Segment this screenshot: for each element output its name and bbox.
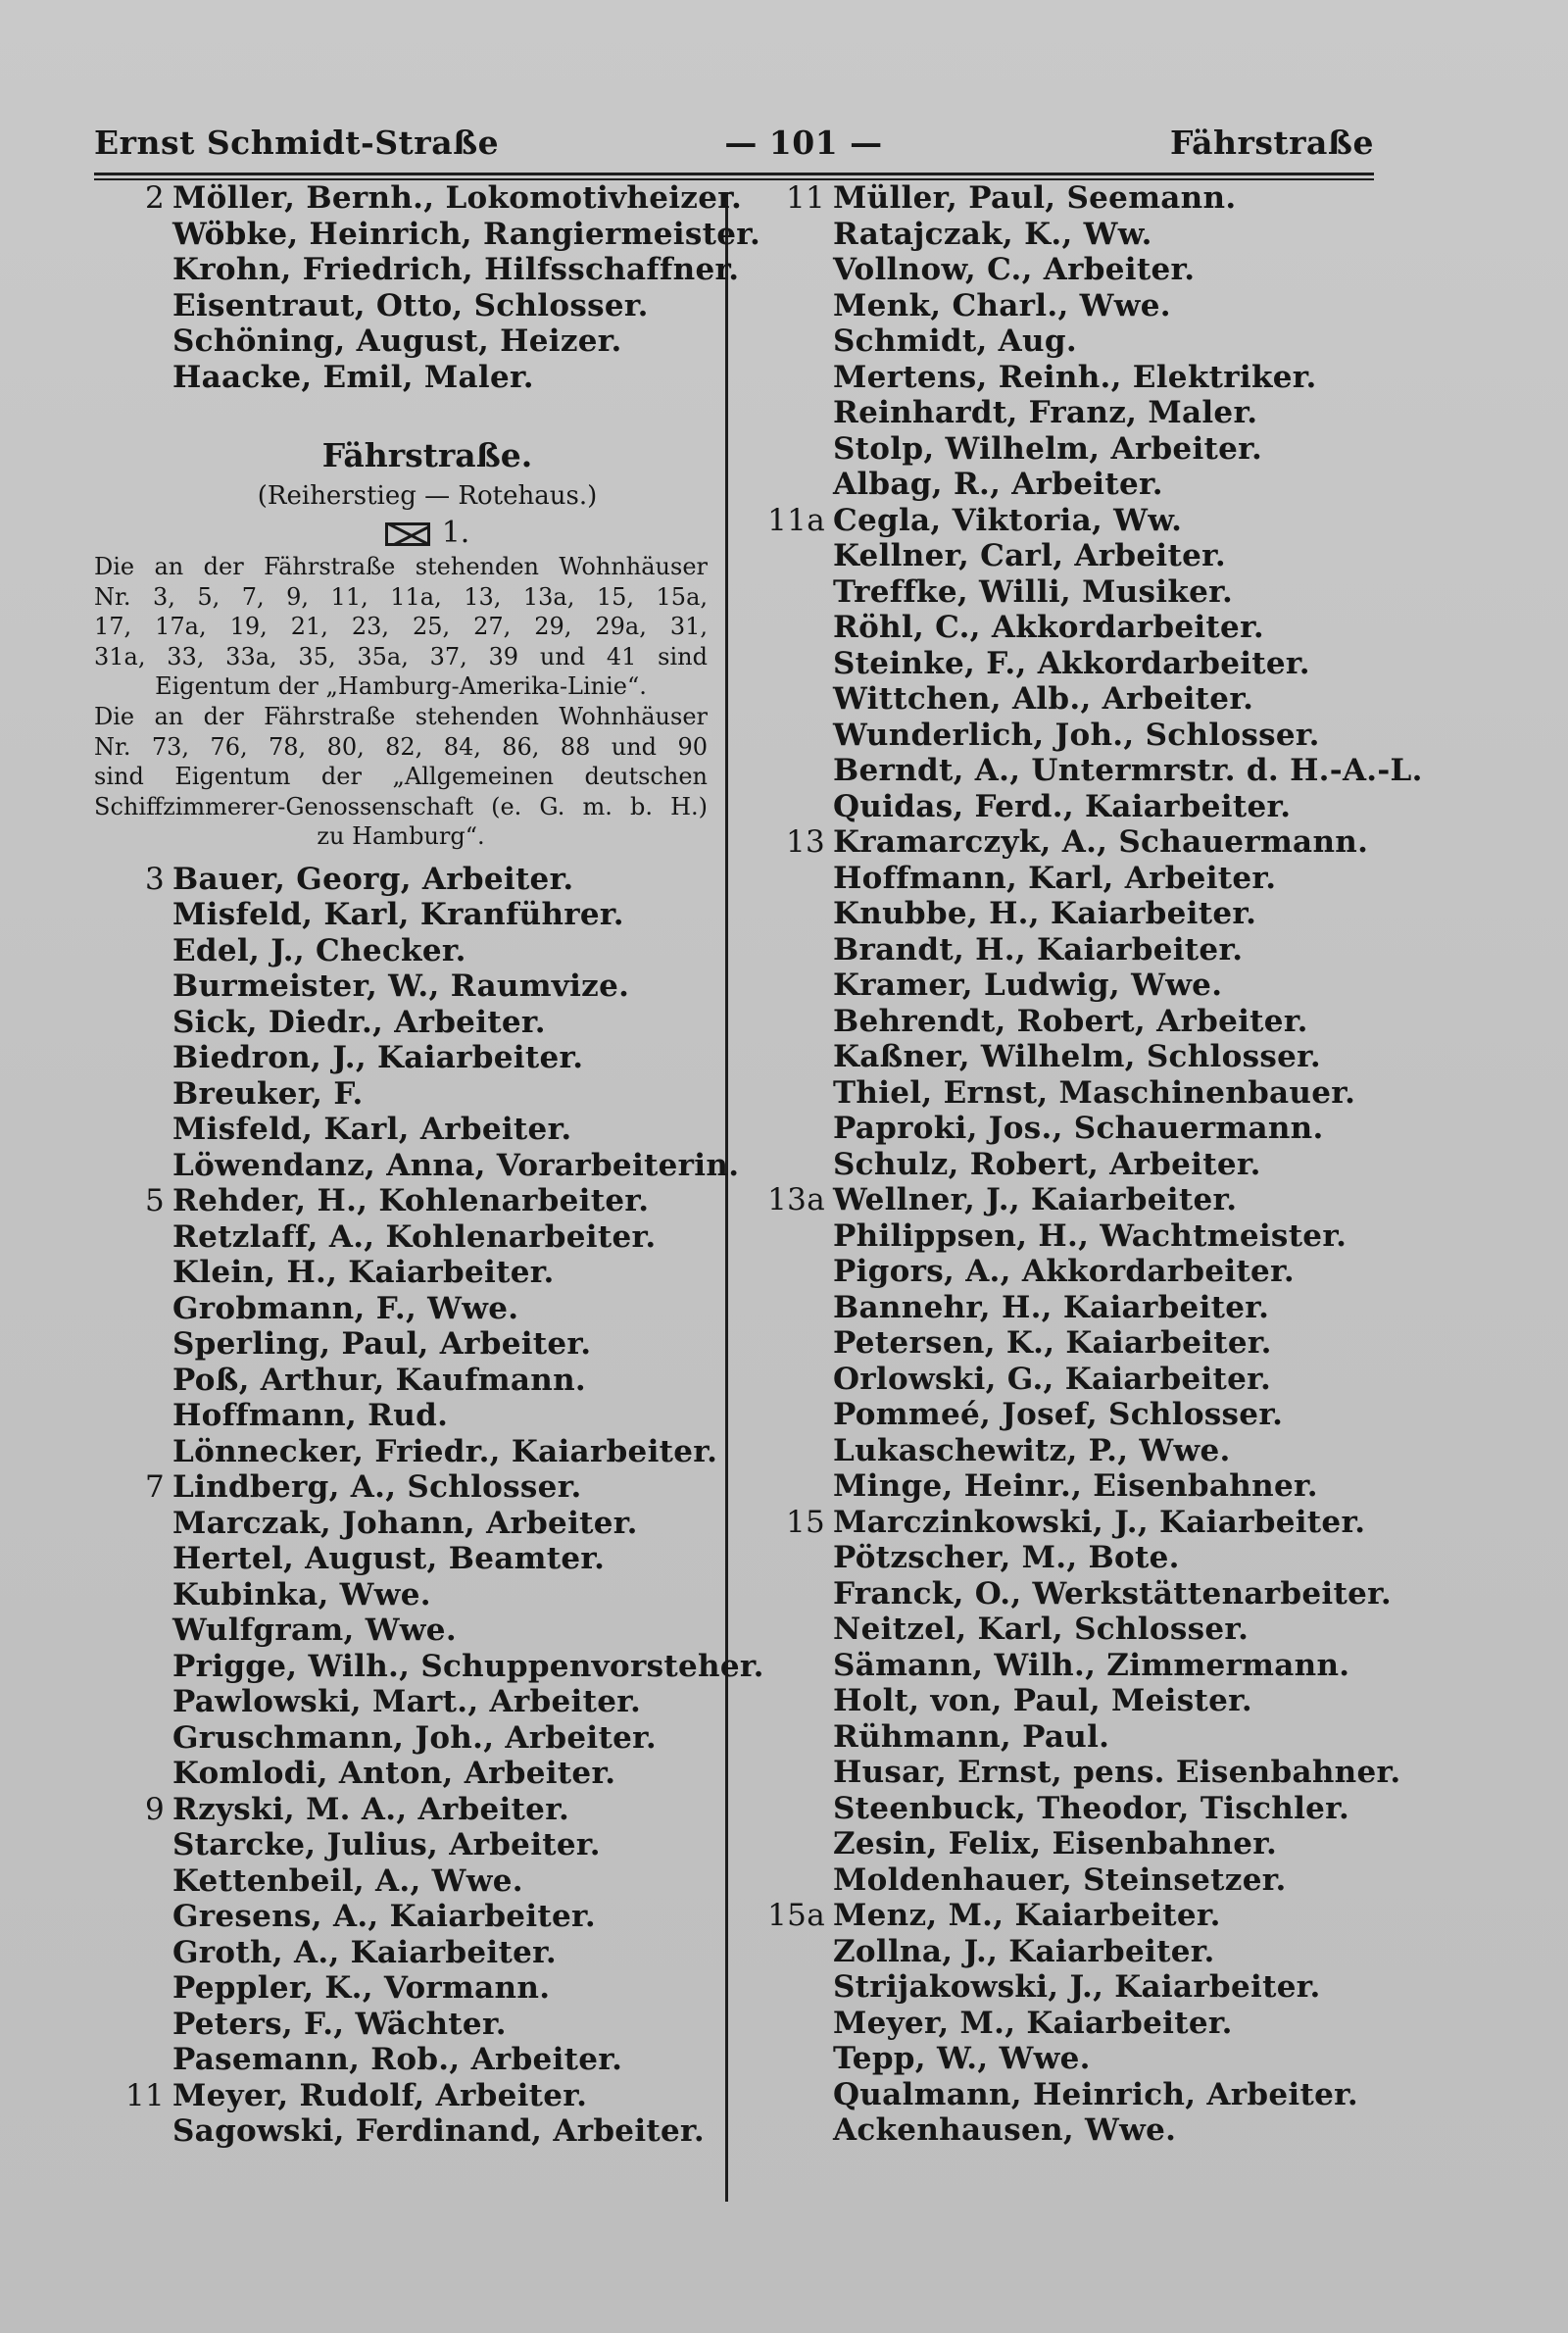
resident-name: Sämann, Wilh., Zimmermann.	[833, 1647, 1350, 1683]
list-item	[755, 217, 1382, 253]
list-item	[755, 1648, 1382, 1684]
list-item	[94, 933, 702, 969]
resident-name: Rzyski, M. A., Arbeiter.	[172, 1791, 570, 1827]
resident-name: Cegla, Viktoria, Ww.	[833, 502, 1183, 538]
resident-name: Lukaschewitz, P., Wwe.	[833, 1432, 1231, 1468]
list-item	[94, 1005, 702, 1041]
resident-name: Eisentraut, Otto, Schlosser.	[172, 287, 649, 323]
resident-name: Rehder, H., Kohlenarbeiter.	[172, 1183, 650, 1219]
house-number: 13a	[767, 1182, 825, 1217]
house-number: 11a	[767, 502, 825, 538]
resident-name: Wöbke, Heinrich, Rangiermeister.	[172, 216, 761, 252]
resident-name: Albag, R., Arbeiter.	[833, 467, 1163, 502]
resident-name: Hoffmann, Karl, Arbeiter.	[833, 860, 1277, 896]
page-number: — 101 —	[724, 124, 883, 162]
note-line: Nr. 3, 5, 7, 9, 11, 11a, 13, 13a, 15, 15a,	[94, 582, 708, 611]
list-item	[755, 2112, 1382, 2149]
resident-name: Schöning, August, Heizer.	[172, 323, 622, 359]
list-item	[755, 896, 1382, 932]
resident-name: Kaßner, Wilhelm, Schlosser.	[833, 1039, 1322, 1074]
list-item	[755, 1505, 1382, 1541]
resident-name: Bauer, Georg, Arbeiter.	[172, 861, 574, 897]
list-item	[755, 395, 1382, 431]
resident-name: Pommeé, Josef, Schlosser.	[833, 1397, 1284, 1432]
resident-name: Menk, Charl., Wwe.	[833, 287, 1171, 323]
resident-name: Steenbuck, Theodor, Tischler.	[833, 1790, 1350, 1826]
note-line: Schiffzimmerer-Genossenschaft (e. G. m. b. H.)	[94, 792, 708, 820]
house-number: 7	[144, 1469, 165, 1506]
list-item	[94, 1899, 702, 1935]
resident-name: Löwendanz, Anna, Vorarbeiterin.	[172, 1147, 740, 1183]
list-item	[755, 1862, 1382, 1899]
note-line: Nr. 73, 76, 78, 80, 82, 84, 86, 88 und 90	[94, 732, 708, 761]
list-item	[94, 1255, 702, 1291]
list-item	[94, 2042, 702, 2078]
resident-name: Ackenhausen, Wwe.	[833, 2112, 1177, 2148]
resident-name: Moldenhauer, Steinsetzer.	[833, 1861, 1287, 1898]
resident-name: Wulfgram, Wwe.	[172, 1613, 457, 1649]
left-top-entries	[94, 180, 761, 395]
resident-name: Reinhardt, Franz, Maler.	[833, 395, 1258, 430]
list-item	[755, 1290, 1382, 1326]
house-number: 11	[124, 2077, 165, 2113]
house-number: 15	[785, 1504, 825, 1540]
note-line: 31a, 33, 33a, 35, 35a, 37, 39 und 41 sind	[94, 642, 708, 670]
list-item	[94, 288, 702, 324]
house-number: 9	[144, 1791, 165, 1827]
resident-name: Stolp, Wilhelm, Arbeiter.	[833, 430, 1263, 467]
resident-name: Paproki, Jos., Schauermann.	[833, 1111, 1324, 1146]
list-item	[94, 1756, 702, 1792]
list-item	[755, 861, 1382, 897]
list-item	[755, 2041, 1382, 2077]
resident-name: Wunderlich, Joh., Schlosser.	[833, 717, 1320, 753]
resident-name: Misfeld, Karl, Arbeiter.	[172, 1112, 572, 1148]
section-title: Fährstraße.	[321, 436, 533, 474]
resident-name: Vollnow, C., Arbeiter.	[833, 252, 1196, 287]
list-item	[755, 1254, 1382, 1290]
list-item	[94, 1326, 702, 1363]
list-item	[755, 1755, 1401, 1791]
note-line: 17, 17a, 19, 21, 23, 25, 27, 29, 29a, 31,	[94, 613, 708, 641]
house-number: 15a	[767, 1898, 825, 1933]
resident-name: Kramarczyk, A., Schauermann.	[833, 824, 1369, 860]
resident-name: Wellner, J., Kaiarbeiter.	[833, 1182, 1238, 1217]
resident-name: Marczinkowski, J., Kaiarbeiter.	[833, 1504, 1366, 1540]
resident-name: Peppler, K., Vormann.	[172, 1970, 551, 2007]
list-item	[755, 1791, 1382, 1827]
list-item	[755, 824, 1382, 861]
resident-name: Lönnecker, Friedr., Kaiarbeiter.	[172, 1433, 718, 1469]
list-item	[755, 1362, 1382, 1398]
list-item	[94, 323, 702, 360]
resident-name: Schmidt, Aug.	[833, 323, 1077, 359]
resident-name: Haacke, Emil, Maler.	[172, 359, 534, 395]
house-number: 3	[144, 861, 165, 897]
house-number: 2	[144, 180, 165, 216]
list-item	[755, 1111, 1382, 1147]
resident-name: Brandt, H., Kaiarbeiter.	[833, 931, 1244, 968]
list-item	[755, 1468, 1382, 1505]
street-section	[94, 434, 702, 552]
list-item	[94, 360, 702, 396]
resident-name: Pötzscher, M., Bote.	[833, 1540, 1180, 1575]
postal-district-number: 1.	[441, 516, 470, 550]
list-item	[94, 180, 743, 217]
resident-name: Strijakowski, J., Kaiarbeiter.	[833, 1969, 1321, 2005]
list-item	[94, 1541, 702, 1577]
list-item	[755, 1325, 1382, 1362]
running-head-right: Fährstraße	[1169, 124, 1374, 162]
list-item	[94, 1433, 718, 1470]
resident-name: Zesin, Felix, Eisenbahner.	[833, 1826, 1278, 1861]
resident-name: Klein, H., Kaiarbeiter.	[172, 1255, 555, 1291]
note-line: zu Hamburg“.	[317, 822, 485, 851]
list-item	[94, 1863, 702, 1900]
left-entries	[94, 861, 764, 2150]
resident-name: Tepp, W., Wwe.	[833, 2041, 1091, 2076]
list-item	[755, 538, 1382, 574]
ownership-note-1	[94, 552, 708, 702]
resident-name: Quidas, Ferd., Kaiarbeiter.	[833, 788, 1292, 824]
note-line: Eigentum der „Hamburg-Amerika-Linie“.	[155, 672, 647, 701]
resident-name: Grobmann, F., Wwe.	[172, 1290, 519, 1326]
list-item	[755, 1575, 1393, 1613]
list-item	[94, 1076, 702, 1113]
list-item	[94, 1363, 702, 1399]
list-item	[755, 1719, 1382, 1756]
header-rule	[94, 173, 1374, 175]
resident-name: Röhl, C., Akkordarbeiter.	[833, 610, 1264, 645]
resident-name: Qualmann, Heinrich, Arbeiter.	[833, 2076, 1358, 2112]
list-item	[755, 1612, 1382, 1648]
resident-name: Kubinka, Wwe.	[172, 1576, 431, 1613]
house-number: 13	[785, 824, 825, 860]
list-item	[94, 1219, 702, 1256]
list-item	[755, 1397, 1382, 1433]
resident-name: Komlodi, Anton, Arbeiter.	[172, 1756, 616, 1792]
envelope-icon	[385, 522, 430, 546]
list-item	[94, 1613, 702, 1649]
resident-name: Schulz, Robert, Arbeiter.	[833, 1146, 1261, 1182]
resident-name: Retzlaff, A., Kohlenarbeiter.	[172, 1218, 657, 1255]
list-item	[94, 1577, 702, 1613]
list-item	[755, 467, 1382, 503]
list-item	[755, 681, 1382, 718]
list-item	[755, 1147, 1382, 1183]
list-item	[94, 2007, 702, 2043]
right-column	[755, 180, 1423, 2149]
list-item	[94, 897, 702, 933]
resident-name: Breuker, F.	[172, 1075, 364, 1112]
resident-name: Möller, Bernh., Lokomotivheizer.	[172, 180, 743, 216]
note-line: Die an der Fährstraße stehenden Wohnhäuser	[94, 553, 708, 580]
list-item	[94, 1720, 702, 1757]
list-item	[755, 789, 1382, 825]
list-item	[94, 1684, 702, 1720]
resident-name: Groth, A., Kaiarbeiter.	[172, 1934, 557, 1970]
resident-name: Knubbe, H., Kaiarbeiter.	[833, 896, 1257, 931]
resident-name: Starcke, Julius, Arbeiter.	[172, 1827, 601, 1863]
resident-name: Menz, M., Kaiarbeiter.	[833, 1898, 1221, 1933]
list-item	[94, 1935, 702, 1971]
list-item	[755, 1540, 1382, 1576]
list-item	[755, 1826, 1382, 1862]
resident-name: Neitzel, Karl, Schlosser.	[833, 1612, 1250, 1647]
resident-name: Thiel, Ernst, Maschinenbauer.	[833, 1074, 1356, 1111]
list-item	[94, 1506, 702, 1542]
resident-name: Bannehr, H., Kaiarbeiter.	[833, 1289, 1270, 1325]
resident-name: Behrendt, Robert, Arbeiter.	[833, 1003, 1308, 1039]
list-item	[94, 862, 702, 898]
list-item	[755, 323, 1382, 360]
list-item	[94, 2113, 705, 2150]
list-item	[94, 1469, 702, 1506]
resident-name: Gresens, A., Kaiarbeiter.	[172, 1899, 596, 1935]
resident-name: Minge, Heinr., Eisenbahner.	[833, 1468, 1318, 1504]
list-item	[755, 1182, 1382, 1218]
resident-name: Pasemann, Rob., Arbeiter.	[172, 2042, 623, 2078]
resident-name: Holt, von, Paul, Meister.	[833, 1683, 1253, 1718]
resident-name: Müller, Paul, Seemann.	[833, 180, 1237, 216]
list-item	[94, 1040, 702, 1076]
list-item	[755, 431, 1382, 468]
resident-name: Philippsen, H., Wachtmeister.	[833, 1217, 1348, 1254]
resident-name: Hertel, August, Beamter.	[172, 1541, 606, 1577]
resident-name: Hoffmann, Rud.	[172, 1398, 449, 1434]
resident-name: Meyer, Rudolf, Arbeiter.	[172, 2077, 588, 2113]
resident-name: Husar, Ernst, pens. Eisenbahner.	[833, 1755, 1401, 1790]
list-item	[755, 610, 1382, 646]
list-item	[755, 503, 1382, 539]
resident-name: Pawlowski, Mart., Arbeiter.	[172, 1684, 642, 1720]
resident-name: Treffke, Willi, Musiker.	[833, 573, 1234, 610]
resident-name: Marczak, Johann, Arbeiter.	[172, 1505, 638, 1541]
resident-name: Edel, J., Checker.	[172, 932, 466, 968]
list-item	[755, 1683, 1382, 1719]
house-number: 5	[144, 1183, 165, 1219]
postal-district	[153, 515, 702, 552]
list-item	[94, 1648, 764, 1685]
list-item	[755, 1433, 1382, 1469]
list-item	[755, 180, 1382, 217]
list-item	[94, 1112, 702, 1148]
resident-name: Meyer, M., Kaiarbeiter.	[833, 2005, 1233, 2041]
list-item	[755, 718, 1382, 754]
resident-name: Steinke, F., Akkordarbeiter.	[833, 645, 1310, 681]
note-line: sind Eigentum der „Allgemeinen deutschen	[94, 763, 708, 791]
resident-name: Mertens, Reinh., Elektriker.	[833, 359, 1317, 395]
section-subtitle: (Reiherstieg — Rotehaus.)	[257, 481, 598, 511]
column-divider	[725, 192, 728, 2202]
list-item	[755, 1934, 1382, 1970]
left-column	[94, 180, 764, 2150]
list-item	[755, 646, 1382, 682]
list-item	[755, 1969, 1382, 2006]
resident-name: Ratajczak, K., Ww.	[833, 216, 1152, 252]
resident-name: Biedron, J., Kaiarbeiter.	[172, 1040, 584, 1076]
list-item	[755, 252, 1382, 288]
resident-name: Sperling, Paul, Arbeiter.	[172, 1326, 592, 1363]
resident-name: Kettenbeil, A., Wwe.	[172, 1862, 523, 1899]
list-item	[94, 1827, 702, 1863]
running-head-left: Ernst Schmidt-Straße	[94, 124, 500, 162]
list-item	[755, 574, 1382, 611]
ownership-note-2	[94, 702, 708, 852]
resident-name: Pigors, A., Akkordarbeiter.	[833, 1254, 1295, 1289]
list-item	[755, 1075, 1382, 1112]
resident-name: Rühmann, Paul.	[833, 1718, 1110, 1755]
resident-name: Prigge, Wilh., Schuppenvorsteher.	[172, 1648, 764, 1684]
resident-name: Petersen, K., Kaiarbeiter.	[833, 1325, 1272, 1361]
resident-name: Sick, Diedr., Arbeiter.	[172, 1004, 546, 1040]
note-line: Die an der Fährstraße stehenden Wohnhäuser	[94, 702, 708, 730]
resident-name: Sagowski, Ferdinand, Arbeiter.	[172, 2113, 705, 2150]
list-item	[755, 1039, 1382, 1075]
list-item	[755, 1218, 1382, 1255]
resident-name: Kellner, Carl, Arbeiter.	[833, 538, 1226, 573]
right-entries	[755, 180, 1423, 2149]
resident-name: Berndt, A., Untermrstr. d. H.-A.-L.	[833, 753, 1423, 788]
list-item	[94, 2078, 702, 2114]
list-item	[755, 360, 1382, 396]
resident-name: Gruschmann, Joh., Arbeiter.	[172, 1719, 658, 1756]
resident-name: Wittchen, Alb., Arbeiter.	[833, 681, 1254, 717]
list-item	[755, 1898, 1382, 1934]
resident-name: Zollna, J., Kaiarbeiter.	[833, 1933, 1215, 1969]
list-item	[94, 1291, 702, 1327]
list-item	[755, 2006, 1382, 2042]
resident-name: Franck, O., Werkstättenarbeiter.	[833, 1575, 1393, 1612]
list-item	[94, 1792, 702, 1828]
resident-name: Misfeld, Karl, Kranführer.	[172, 897, 624, 933]
list-item	[94, 1398, 702, 1434]
list-item	[94, 1970, 702, 2007]
resident-name: Orlowski, G., Kaiarbeiter.	[833, 1361, 1272, 1397]
resident-name: Burmeister, W., Raumvize.	[172, 968, 630, 1005]
list-item	[755, 968, 1382, 1004]
list-item	[94, 252, 740, 288]
list-item	[94, 216, 761, 253]
resident-name: Lindberg, A., Schlosser.	[172, 1469, 582, 1506]
resident-name: Poß, Arthur, Kaufmann.	[172, 1362, 586, 1398]
list-item	[755, 1004, 1382, 1040]
list-item	[755, 288, 1382, 324]
list-item	[755, 753, 1423, 789]
house-number: 11	[785, 180, 825, 216]
list-item	[94, 1147, 740, 1184]
resident-name: Kramer, Ludwig, Wwe.	[833, 968, 1223, 1003]
resident-name: Krohn, Friedrich, Hilfsschaffner.	[172, 252, 740, 287]
resident-name: Peters, F., Wächter.	[172, 2006, 507, 2042]
list-item	[755, 932, 1382, 968]
list-item	[94, 1183, 702, 1219]
list-item	[94, 968, 702, 1005]
list-item	[755, 2077, 1382, 2113]
